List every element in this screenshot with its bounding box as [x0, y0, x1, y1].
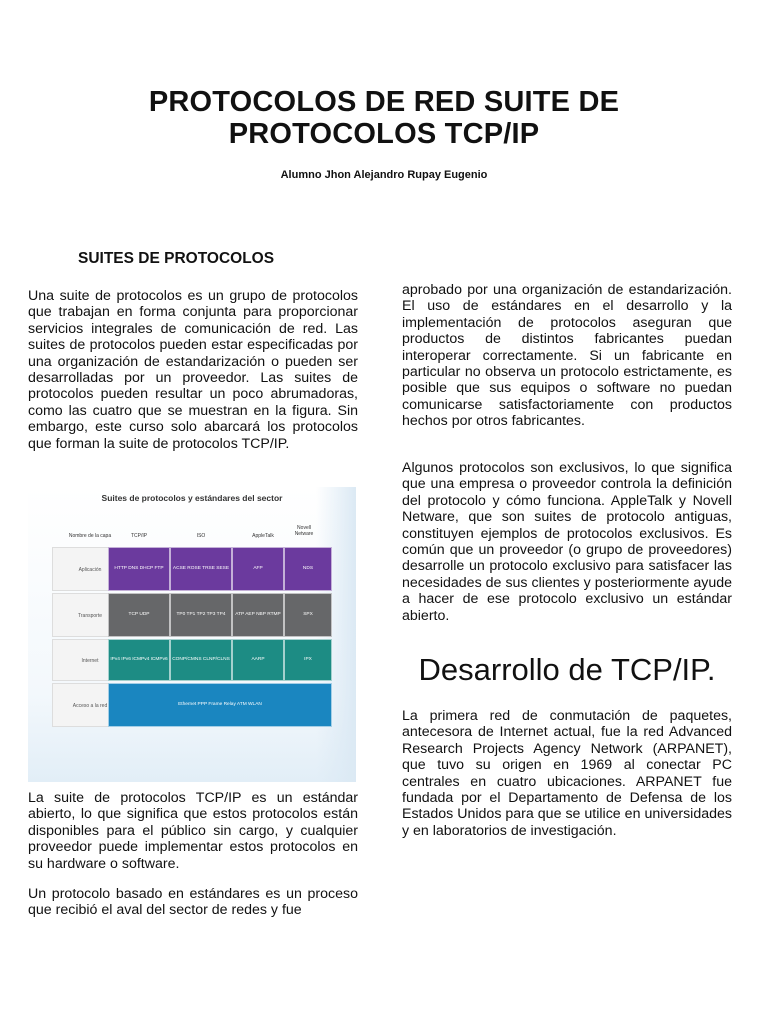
left-p1: Una suite de protocolos es un grupo de protocolos que trabajan en forma conjunta para proporcionar servicios integrales de comunicación de red. Las suites de protocolos pueden estar especificadas por una organización de estandarización o pueden ser desarrolladas por un proveedor. Las suites de protocolos pueden resultar un poco abrumadoras, como las cuatro que se muestran en la figura. Sin embargo, este curso solo abarcará los protocolos que forman la suite de protocolos TCP/IP. — [28, 288, 358, 452]
cell-network-access: Ethernet PPP Frame Relay ATM WLAN — [108, 683, 332, 727]
cell-app-novell: NDS — [284, 547, 332, 591]
column-header-appletalk: AppleTalk — [252, 533, 274, 539]
cell-internet-iso: CONP/CMNS CLNP/CLNS — [170, 639, 232, 681]
column-header-tcpip: TCP/IP — [130, 533, 148, 539]
row-label-internet: Internet — [52, 639, 128, 681]
left-paragraph-3 — [28, 886, 358, 919]
right-p3: La primera red de conmutación de paquetes, antecesora de Internet actual, fue la red Advanced Research Projects Agency Network (ARPANET), que tuvo su origen en 1969 al conectar PC centrales en cuatro ubicaciones. ARPANET fue fundada por el Departamento de Defensa de los Estados Unidos para que se utilice en universidades y en laboratorios de investigación. — [402, 708, 732, 839]
cell-app-tcpip: HTTP DNS DHCP FTP — [108, 547, 170, 591]
author-line: Alumno Jhon Alejandro Rupay Eugenio — [280, 169, 488, 181]
protocol-suites-figure — [28, 487, 356, 782]
cell-internet-tcpip: IPv4 IPv6 ICMPv4 ICMPv6 — [108, 639, 170, 681]
right-p1: aprobado por una organización de estandarización. El uso de estándares en el desarrollo y la implementación de protocolos aseguran que productos de distintos fabricantes puedan interoperar correctamente. Si un fabricante en particular no observa un protocolo estrictamente, es posible que sus equipos o software no puedan comunicarse satisfactoriamente con productos hechos por otros fabricantes. — [402, 282, 732, 430]
row-label-network-access: Acceso a la red — [52, 683, 128, 727]
cell-transport-novell: SPX — [284, 593, 332, 637]
cell-transport-appletalk: ATP AEP NBP RTMP — [232, 593, 284, 637]
cell-transport-tcpip: TCP UDP — [108, 593, 170, 637]
column-header-iso: ISO — [196, 533, 206, 539]
right-p2: Algunos protocolos son exclusivos, lo que significa que una empresa o proveedor controla la definición del protocolo y cómo funciona. AppleTalk y Novell Netware, que son suites de protocolo antiguas, constituyen ejemplos de protocolos exclusivos. Es común que un proveedor (o grupo de proveedores) desarrolle un protocolo exclusivo para satisfacer las necesidades de sus clientes y posteriormente ayude a hacer de ese protocolo exclusivo un estándar abierto. — [402, 460, 732, 624]
cell-app-appletalk: AFP — [232, 547, 284, 591]
title-line-2: PROTOCOLOS TCP/IP — [228, 118, 540, 150]
column-header-layer: Nombre de la capa — [68, 533, 112, 539]
row-label-application: Aplicación — [52, 547, 128, 591]
document-title — [60, 86, 708, 150]
section-heading-suites: SUITES DE PROTOCOLOS — [78, 250, 275, 267]
column-header-novell: Novell Netware — [294, 525, 314, 537]
cell-app-iso: ACSE ROSE TRSE SESE — [170, 547, 232, 591]
left-paragraph-1 — [28, 288, 358, 452]
right-paragraph-2 — [402, 460, 732, 624]
title-line-1: PROTOCOLOS DE RED SUITE DE — [148, 86, 620, 118]
row-label-transport: Transporte — [52, 593, 128, 637]
section-heading-tcpip-development: Desarrollo de TCP/IP. — [418, 652, 716, 687]
right-paragraph-1 — [402, 282, 732, 430]
cell-internet-appletalk: AARP — [232, 639, 284, 681]
figure-title: Suites de protocolos y estándares del sector — [101, 493, 283, 503]
left-p3: Un protocolo basado en estándares es un proceso que recibió el aval del sector de redes y fue — [28, 886, 358, 919]
left-p2: La suite de protocolos TCP/IP es un estándar abierto, lo que significa que estos protocolos están disponibles para el público sin cargo, y cualquier proveedor puede implementar estos protocolos en su hardware o software. — [28, 790, 358, 872]
cell-internet-novell: IPX — [284, 639, 332, 681]
left-paragraph-2 — [28, 790, 358, 872]
cell-transport-iso: TP0 TP1 TP2 TP3 TP4 — [170, 593, 232, 637]
right-paragraph-3 — [402, 708, 732, 839]
